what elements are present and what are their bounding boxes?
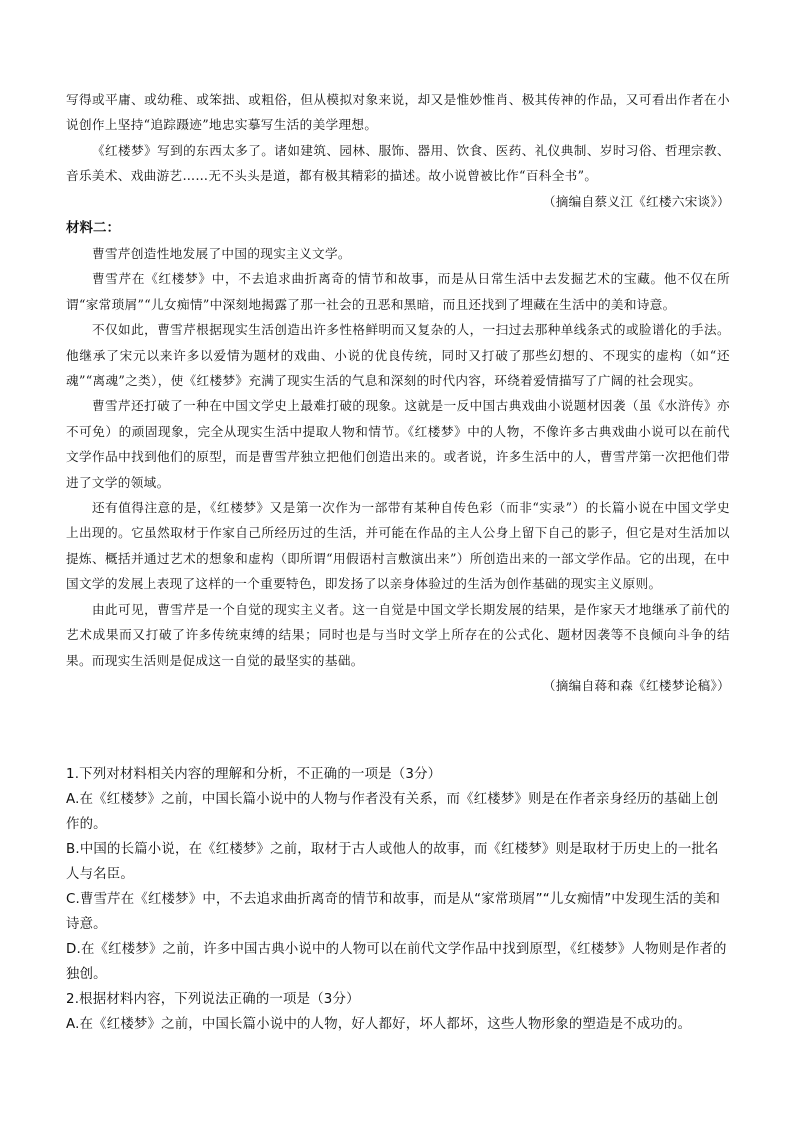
material-one-paragraph: 《红楼梦》写到的东西太多了。诸如建筑、园林、服饰、器用、饮食、医药、礼仪典制、岁时习俗、哲理宗教、音乐美术、戏曲游艺……无不头头是道，都有极其精彩的描述。故小说曾被比作“百科全书”。 (66, 142, 730, 184)
question-one-stem: 1.下列对材料相关内容的理解和分析，不正确的一项是（3分） (66, 767, 442, 782)
material-two-section (66, 215, 730, 698)
material-two-paragraph: 不仅如此，曹雪芹根据现实生活创造出许多性格鲜明而又复杂的人，一扫过去那种单线条式的或脸谱化的手法。他继承了宋元以来许多以爱情为题材的戏曲、小说的优良传统，同时又打破了那些幻想的、不现实的虚构（如“还魂”“离魂”之类），使《红楼梦》充满了现实生活的气息和深刻的时代内容，环绕着爱情描写了广阔的社会现实。 (66, 322, 730, 389)
material-two-source: （摘编自蒋和森《红楼梦论稿》） (542, 677, 730, 693)
question-one-option-d: D.在《红楼梦》之前，许多中国古典小说中的人物可以在前代文学作品中找到原型，《红楼梦》人物则是作者的独创。 (66, 942, 727, 982)
material-two-paragraph: 曹雪芹在《红楼梦》中，不去追求曲折离奇的情节和故事，而是从日常生活中去发掘艺术的宝藏。他不仅在所谓“家常琐屑”“儿女痴情”中深刻地揭露了那一社会的丑恶和黑暗，而且还找到了埋藏在生活中的美和诗意。 (66, 271, 730, 312)
question-one-option-c: C.曹雪芹在《红楼梦》中，不去追求曲折离奇的情节和故事，而是从“家常琐屑”“儿女痴情”中发现生活的美和诗意。 (66, 892, 721, 932)
questions-section (66, 762, 730, 1037)
material-one-source: （摘编自蔡义江《红楼六宋谈》） (542, 193, 730, 209)
material-one-paragraph: 写得或平庸、或幼稚、或笨拙、或粗俗，但从模拟对象来说，却又是惟妙惟肖、极其传神的作品，又可看出作者在小说创作上坚持“追踪蹑迹”地忠实摹写生活的美学理想。 (66, 92, 730, 133)
material-one-section (66, 87, 730, 214)
question-two-option-a: A.在《红楼梦》之前，中国长篇小说中的人物，好人都好，坏人都坏，这些人物形象的塑造是不成功的。 (66, 1017, 692, 1032)
material-two-paragraph: 曹雪芹还打破了一种在中国文学史上最难打破的现象。这就是一反中国古典戏曲小说题材因袭（虽《水浒传》亦不可免）的顽固现象，完全从现实生活中提取人物和情节。《红楼梦》中的人物，不像许多古典戏曲小说可以在前代文学作品中找到他们的原型，而是曹雪芹独立把他们创造出来的。或者说，许多生活中的人，曹雪芹第一次把他们带进了文学的领域。 (66, 398, 730, 490)
question-one-option-b: B.中国的长篇小说，在《红楼梦》之前，取材于古人或他人的故事，而《红楼梦》则是取材于历史上的一批名人与名臣。 (66, 842, 719, 882)
material-two-paragraph: 曹雪芹创造性地发展了中国的现实主义文学。 (92, 246, 351, 261)
material-two-heading: 材料二： (66, 220, 120, 236)
question-two-stem: 2.根据材料内容，下列说法正确的一项是（3分） (66, 992, 360, 1007)
question-one-option-a: A.在《红楼梦》之前，中国长篇小说中的人物与作者没有关系，而《红楼梦》则是在作者亲身经历的基础上创作的。 (66, 792, 719, 832)
material-two-paragraph: 由此可见，曹雪芹是一个自觉的现实主义者。这一自觉是中国文学长期发展的结果，是作家天才地继承了前代的艺术成果而又打破了许多传统束缚的结果；同时也是与当时文学上所存在的公式化、题材因袭等不良倾向斗争的结果。而现实生活则是促成这一自觉的最坚实的基础。 (66, 601, 730, 668)
material-two-paragraph: 还有值得注意的是，《红楼梦》又是第一次作为一部带有某种自传色彩（而非“实录”）的长篇小说在中国文学史上出现的。它虽然取材于作家自己所经历过的生活，并可能在作品的主人公身上留下自己的影子，但它是对生活加以提炼、概括并通过艺术的想象和虚构（即所谓“用假语村言敷演出来”）所创造出来的一部文学作品。它的出现，在中国文学的发展上表现了这样的一个重要特色，即发扬了以亲身体验过的生活为创作基础的现实主义原则。 (66, 500, 730, 592)
